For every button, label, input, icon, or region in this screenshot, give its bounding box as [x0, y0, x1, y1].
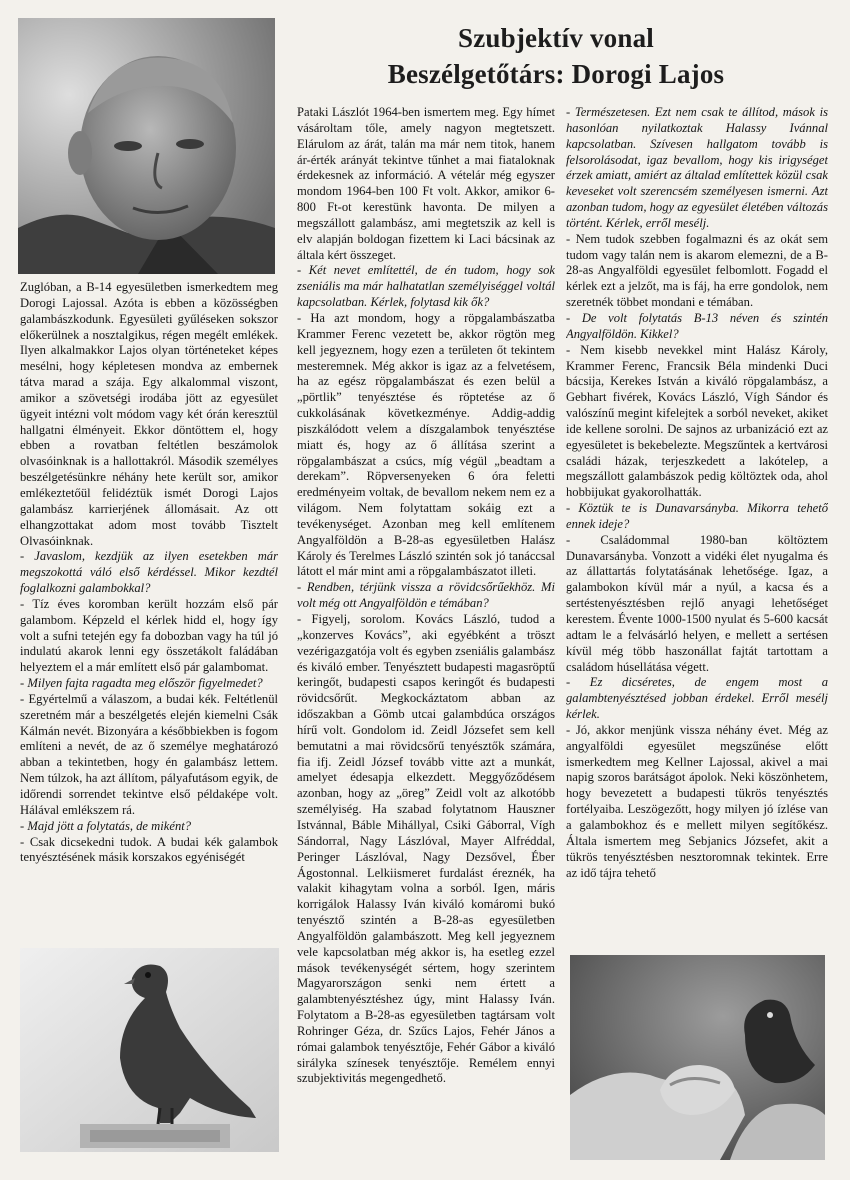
interview-question: - Javaslom, kezdjük az ilyen esetekben már megszokottá váló első kérdéssel. Mikor kezdtél foglalkozni galambokkal?: [20, 549, 278, 596]
interview-question: - Milyen fajta ragadta meg először figyelmedet?: [20, 676, 263, 691]
interview-question: - Két nevet említettél, de én tudom, hogy sok zseniális ma már halhatatlan személyiséggel voltál kapcsolatban. Kérlek, folytasd kik ők?: [297, 263, 555, 310]
portrait-illustration: [18, 18, 275, 274]
column-paragraph: - Nem tudok szebben fogalmazni és az okát sem tudom vagy talán nem is akarom elemezni, de a B-28-as Angyalföldi egyesület felbomlott. Fogadd el kérlek ezt a jelzőt, ma is fáj, ha erre gondolok, nem szeretnék többet mondani e témában.: [566, 231, 828, 310]
column-paragraph: - Családommal 1980-ban költöztem Dunavarsányba. Vonzott a vidéki élet nyugalma és az állattartás folytatásának lehetősége. Igaz, a galambokon kívül már a nyúl, a kacsa és a sertéstenyésztésben rejlő anyagi lehetőséget kerestem. Évente 1000-1500 nyulat és 5-600 kacsát adtam le a felvásárló helyen, e mellett a sertésen kívül még több haszonállat fajtát tartottam a családom húsellátása végett.: [566, 532, 828, 674]
column-paragraph: - Nem kisebb nevekkel mint Halász Károly, Krammer Ferenc, Francsik Béla mindenki Duci bácsija, Kerekes István a kiváló röpgalambász, a Gebhart fivérek, Kovács László, Vígh Sándor és valószínű megint kifelejtek a sorból neveket, akiket ide kellene sorolni. De sajnos az urbanizáció ezt az egyesületet is bekebelezte. Megszűntek a kertvárosi családi házak, terjeszkedett a lakótelep, a megszállott galambászok pedig költöztek oda, ahol hobbijukat gyakorolhatták.: [566, 342, 828, 500]
text-column-1: [20, 280, 278, 902]
column-paragraph: Zuglóban, a B-14 egyesületben ismerkedtem meg Dorogi Lajossal. Azóta is ebben a közösségben galambászkodunk. Egyesületi gyűléseken sokszor előkerülnek a nosztalgikus, régen megélt emlékek. Ilyen alkalmakkor Lajos olyan történeteket képes mesélni, hogy képletesen mondva az embernek tátva marad a szája. Egy alkalommal viszont, amikor a szövetségi irodába jött az egyesület ügyeit intézni volt módom vagy két órán keresztül hallgatni élményeit. Ekkor döntöttem el, hogy ebben a rovatban feltétlen beszámolok olvasóinknak is a hallottakról. Második személyes beszélgetésünkre néhány hete került sor, amikor emlékeztetőül felidéztük ismét Dorogi Lajos galambász karrierjének állomásait. Az ott elhangzottakat adom most tovább Tisztelt Olvasóinknak.: [20, 280, 278, 548]
interview-question: - Rendben, térjünk vissza a rövidcsőrűekhöz. Mi volt még ott Angyalföldön e témában?: [297, 580, 555, 611]
column-paragraph: - Figyelj, sorolom. Kovács László, tudod a „konzerves Kovács”, aki egyébként a tröszt vezérigazgatója volt és egyben zseniális galambász és kiváló ember. Tenyésztett budapesti magasröptű keringőt, budapesti csapos keringőt és budapesti rövidcsőrűt. Megkockáztatom abban az időszakban a Gömb utcai galambdúca országos hírű volt. Gondolom id. Zeidl Józsefet sem kell bemutatni a mai rövidcsőrű tenyésztők számára, fia ifj. Zeidl József tovább vitte azt a munkát, amelyet édesapja elkezdett. Meggyőződésem azonban, hogy az „öreg” Zeidl volt az alkotóbb személyiség. Ha szabad folytatnom Hauszner Istvánnal, Báble Mihállyal, Csiki Gáborral, Vígh Sándorral, Nagy Lászlóval, Mayer Alfréddal, Peringer Lászlóval, Nagy Dezsővel, Éber Ágostonnal. Lelkiismeret furdalást éreznék, ha valakit kihagytam volna a sorból. Igen, máris korrigálok Halassy Iván kiváló komáromi bukó tenyésztő szintén a B-28-as egyesületben Angyalföldön galambászott. Meg kell jegyeznem vele kapcsolatban még akkor is, ha esetleg ezzel mások tevékenységét sértem, hogy szerintem Magyarországon senki nem értett a galambtenyésztéshez úgy, mint Halassy Iván. Folytatom a B-28-as egyesületben tagtársam volt Rohringer Géza, dr. Szűcs Lajos, Fehér János a római galambok tenyésztője, Fehér Gábor a kiváló sirályka színesek tenyésztője. Remélem ennyi szubjektivitás megengedhető.: [297, 612, 555, 1086]
column-paragraph: - Jó, akkor menjünk vissza néhány évet. Még az angyalföldi egyesület megszűnése előtt ismerkedtem meg Kellner Lajossal, akivel a mai napig szoros barátságot ápolok. Neki köszönhetem, hogy bevezetett a budapesti tükrös tenyésztés fortélyaiba. Leszögezőtt, hogy milyen jó ízlése van a galambokhoz és e mellett milyen segítőkész. Általa ismertem meg Sebjanics Józsefet, akit a tükrös tenyésztésben nesztoromnak tekintek. Erre az idő tájra tehető: [566, 722, 828, 880]
pigeon-illustration-left: [20, 948, 279, 1152]
interview-question: - Ez dicséretes, de engem most a galambtenyésztésed jobban érdekel. Erről mesélj kérlek.: [566, 675, 828, 722]
interview-question: - Majd jött a folytatás, de miként?: [20, 818, 192, 833]
text-column-3: [566, 105, 828, 950]
title-line-1: Szubjektív vonal: [458, 23, 654, 53]
interview-question: - Köztük te is Dunavarsányba. Mikorra tehető ennek ideje?: [566, 501, 828, 531]
interview-question: - De volt folytatás B-13 néven és szintén Angyalföldön. Kikkel?: [566, 310, 828, 341]
pigeon-photo-right: [570, 955, 825, 1160]
interview-question: - Természetesen. Ezt nem csak te állítod, mások is hasonlóan nyilatkoztak Halassy Ivánnal kapcsolatban. Szívesen hallgatom tovább is felsorolásodat, igaz bevallom, hogy kis irigységet érzek amiatt, amiért az általad említettek közül csak keveseket volt szerencsém személyesen ismerni. Azt azonban tudom, hogy az egyesület életében változás történt. Kérlek, erről mesélj.: [566, 105, 828, 230]
pigeon-photo-left: [20, 948, 279, 1152]
text-column-2: [297, 105, 555, 1160]
article-title: [296, 20, 816, 92]
pigeon-illustration-right: [570, 955, 825, 1160]
column-paragraph: Pataki Lászlót 1964-ben ismertem meg. Egy hímet vásároltam tőle, amely nagyon megtetszett. Elárulom az árát, talán ma már nem titok, hanem ár-érték arányát tekintve tűnhet a mai fiataloknak érdekesnek az információ. A vételár még egyszer mondom 1964-ben 100 Ft volt. Akkor, amikor 6-800 Ft-ot kerestünk havonta. De milyen a megszállott galambász, ami megtetszik az kell is elv alapján boldogan fizettem ki Laci bácsinak az általa kért összeget.: [297, 105, 555, 262]
column-paragraph: - Tíz éves koromban került hozzám első pár galambom. Képzeld el kérlek hidd el, hogy így volt a sufni tetején egy fa dobozban vagy ha túl jó indulatú akarok lenni egy összetákolt faládában helyeztem el a már említett első pár galambomat.: [20, 596, 278, 675]
column-paragraph: - Csak dicsekedni tudok. A budai kék galambok tenyésztésének másik korszakos egyéniségét: [20, 834, 278, 865]
title-line-2: Beszélgetőtárs: Dorogi Lajos: [387, 59, 725, 89]
column-paragraph: - Ha azt mondom, hogy a röpgalambászatba Krammer Ferenc vezetett be, akkor rögtön meg kell jegyeznem, hogy ezen a területen őt tekintem mesteremnek. Még akkor is igaz az a felvetésem, ha az egész röpgalambászat és ezen belül a „pörtlik” tenyésztése és röptetése az ő cukkolásának következménye. Addig-addig piszkálódott velem a díszgalambok tenyésztése miatt és, hogy az ő állítása szerint a röpgalambászat a csúcs, míg végül „beadtam a derekam”. Röpversenyeken 6 óra feletti eredményeim voltak, de bevallom nekem nem ez a világom. Nem folytattam sokáig ezt a tevékenységet. Azonban meg kell említenem Angyalföldön a B-28-as egyesületben Halász Károly és Terelmes László szintén sok jó tanáccsal látott el már mint ami a röpgalambászatot illeti.: [297, 310, 555, 579]
column-paragraph: - Egyértelmű a válaszom, a budai kék. Feltétlenül szeretném már a beszélgetés elején kiemelni Csák Kálmán nevét. Bizonyára a későbbiekben is fogom említeni a nevét, de az ő személye meghatározó abban a tekintetben, hogy én galambász lettem. Nem túlzok, ha azt állítom, pályafutásom egyik, de időrendi sorrendet tekintve első példaképe volt. Hálával emlékszem rá.: [20, 691, 278, 817]
portrait-photo: [18, 18, 275, 274]
